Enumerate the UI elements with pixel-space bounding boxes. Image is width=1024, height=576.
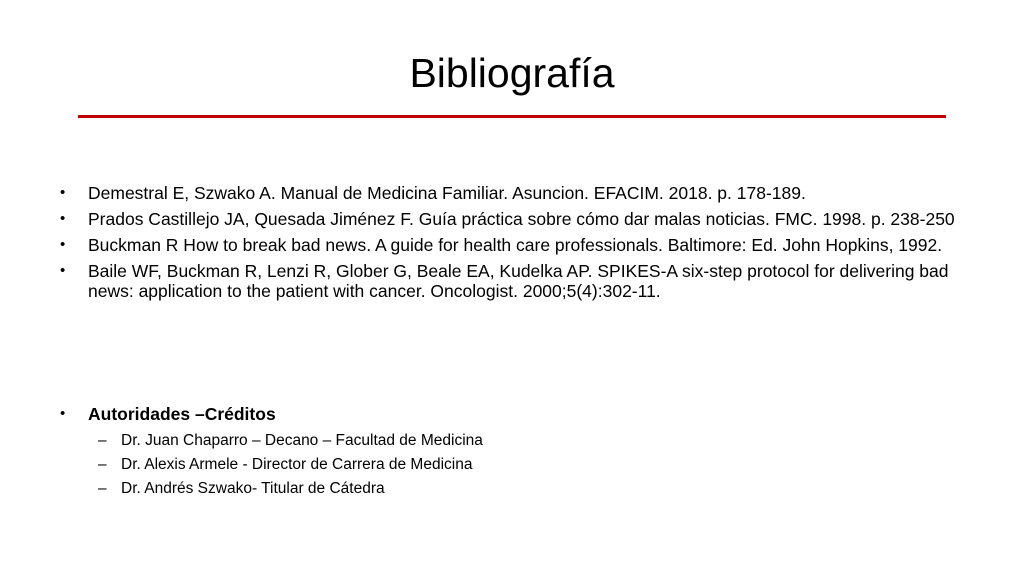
- bullet-icon: •: [60, 236, 66, 253]
- reference-item: [58, 209, 958, 229]
- reference-item: [58, 261, 958, 301]
- bullet-icon: •: [60, 262, 66, 279]
- credits-list: [58, 429, 958, 501]
- dash-icon: –: [98, 480, 107, 497]
- dash-icon: –: [98, 456, 107, 473]
- credits-heading: [58, 403, 958, 425]
- credit-text: Dr. Juan Chaparro – Decano – Facultad de Medicina: [121, 432, 483, 449]
- credit-text: Dr. Alexis Armele - Director de Carrera de Medicina: [121, 456, 473, 473]
- reference-text: Prados Castillejo JA, Quesada Jiménez F. Guía práctica sobre cómo dar malas noticias. FMC. 1998. p. 238-250: [88, 209, 955, 229]
- bullet-icon: •: [60, 184, 66, 201]
- credit-item: [58, 477, 958, 501]
- reference-item: [58, 235, 958, 255]
- title-underline: [78, 115, 946, 118]
- credit-text: Dr. Andrés Szwako- Titular de Cátedra: [121, 480, 385, 497]
- credits-section: [58, 403, 958, 501]
- reference-text: Demestral E, Szwako A. Manual de Medicina Familiar. Asuncion. EFACIM. 2018. p. 178-189.: [88, 183, 806, 203]
- bullet-icon: •: [60, 405, 66, 422]
- reference-item: [58, 183, 958, 203]
- credit-item: [58, 429, 958, 453]
- bullet-icon: •: [60, 210, 66, 227]
- reference-text: Buckman R How to break bad news. A guide for health care professionals. Baltimore: Ed. John Hopkins, 1992.: [88, 235, 943, 255]
- reference-list: [58, 183, 958, 307]
- slide-title: Bibliografía: [409, 50, 615, 96]
- credits-heading-text: Autoridades –Créditos: [88, 404, 276, 424]
- credit-item: [58, 453, 958, 477]
- reference-text: Baile WF, Buckman R, Lenzi R, Glober G, Beale EA, Kudelka AP. SPIKES-A six-step protocol for delivering bad news: application to the patient with cancer. Oncologist. 2000;5(4):302-11.: [88, 261, 949, 301]
- dash-icon: –: [98, 432, 107, 449]
